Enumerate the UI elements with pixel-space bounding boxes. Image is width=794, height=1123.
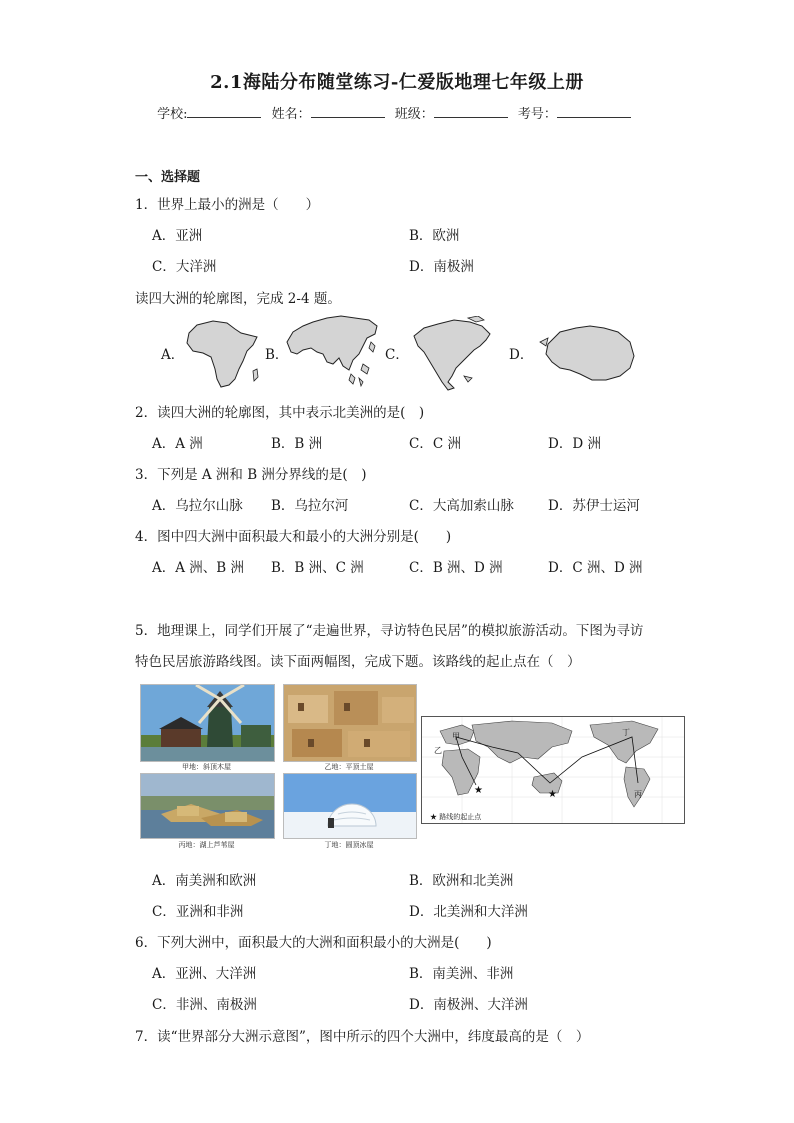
question-3-stem: 3．下列是 A 洲和 B 洲分界线的是( ) (135, 467, 367, 483)
question-6-stem: 6．下列大洲中，面积最大的大洲和面积最小的大洲是( ) (135, 935, 492, 951)
q2-option-c[interactable]: C．C 洲 (409, 436, 461, 452)
photo-flat-roof-houses (283, 684, 417, 762)
photo-reed-house (140, 773, 275, 839)
shape-label-d: D． (509, 347, 534, 363)
q1-option-d[interactable]: D．南极洲 (409, 259, 474, 275)
exam-number-blank[interactable] (557, 105, 631, 118)
question-7-stem: 7．读“世界部分大洲示意图”，图中所示的四个大洲中，纬度最高的是（ ） (135, 1029, 590, 1045)
question-1-stem: 1．世界上最小的洲是（ ） (135, 197, 320, 213)
map-label-yi: 乙 (434, 746, 442, 755)
map-label-ding: 丁 (622, 728, 630, 737)
q3-option-b[interactable]: B．乌拉尔河 (271, 498, 349, 514)
photo-windmill-house (140, 684, 275, 762)
caption-ding: 丁地：圆顶冰屋 (324, 841, 374, 849)
q1-option-c[interactable]: C．大洋洲 (152, 259, 217, 275)
q1-option-b[interactable]: B．欧洲 (409, 228, 460, 244)
q6-option-a[interactable]: A．亚洲、大洋洲 (152, 966, 257, 982)
svg-text:★: ★ (474, 785, 483, 796)
caption-bing: 丙地：湖上芦苇屋 (178, 841, 235, 849)
q3-option-a[interactable]: A．乌拉尔山脉 (152, 498, 243, 514)
shape-label-b: B． (265, 347, 289, 363)
question-4-stem: 4．图中四大洲中面积最大和最小的大洲分别是( ) (135, 529, 452, 545)
q4-option-a[interactable]: A．A 洲、B 洲 (152, 560, 245, 576)
world-route-map (421, 716, 685, 824)
q3-option-c[interactable]: C．大高加索山脉 (409, 498, 514, 514)
class-blank[interactable] (434, 105, 508, 118)
q5-option-a[interactable]: A．南美洲和欧洲 (152, 873, 257, 889)
name-label: 姓名： (271, 107, 311, 122)
intro-questions-2-4: 读四大洲的轮廓图，完成 2-4 题。 (135, 291, 341, 307)
q2-option-d[interactable]: D．D 洲 (548, 436, 601, 452)
school-blank[interactable] (187, 105, 261, 118)
caption-jia: 甲地：斜顶木屋 (182, 763, 231, 771)
q3-option-d[interactable]: D．苏伊士运河 (548, 498, 640, 514)
q1-option-a[interactable]: A．亚洲 (152, 228, 203, 244)
eurasia-outline-image (283, 312, 381, 390)
caption-yi: 乙地：平顶土屋 (324, 763, 374, 771)
q5-option-c[interactable]: C．亚洲和非洲 (152, 904, 244, 920)
q4-option-c[interactable]: C．B 洲、D 洲 (409, 560, 503, 576)
map-legend: ★ 路线的起止点 (430, 813, 482, 821)
photo-igloo (283, 773, 417, 839)
q4-option-d[interactable]: D．C 洲、D 洲 (548, 560, 643, 576)
question-2-stem: 2．读四大洲的轮廓图，其中表示北美洲的是( ) (135, 405, 425, 421)
north-america-outline-image (408, 316, 498, 392)
svg-text:★: ★ (548, 789, 557, 800)
shape-label-c: C． (385, 347, 409, 363)
q4-option-b[interactable]: B．B 洲、C 洲 (271, 560, 364, 576)
q5-option-b[interactable]: B．欧洲和北美洲 (409, 873, 514, 889)
q6-option-d[interactable]: D．南极洲、大洋洲 (409, 997, 528, 1013)
name-blank[interactable] (311, 105, 385, 118)
map-label-jia: 甲 (452, 732, 460, 741)
map-label-bing: 丙 (634, 790, 642, 799)
q6-option-c[interactable]: C．非洲、南极洲 (152, 997, 257, 1013)
question-5-stem-line2: 特色民居旅游路线图。读下面两幅图，完成下题。该路线的起止点在（ ） (135, 654, 581, 670)
shape-label-a: A． (161, 347, 185, 363)
page-title: 2.1海陆分布随堂练习-仁爱版地理七年级上册 (210, 72, 584, 93)
q6-option-b[interactable]: B．南美洲、非洲 (409, 966, 514, 982)
q2-option-a[interactable]: A．A 洲 (152, 436, 203, 452)
school-label: 学校: (157, 107, 188, 122)
exam-number-label: 考号： (517, 107, 557, 122)
section-title: 一、选择题 (135, 170, 201, 185)
student-info-line (0, 103, 794, 122)
africa-outline-image (183, 317, 263, 389)
q2-option-b[interactable]: B．B 洲 (271, 436, 323, 452)
question-5-stem-line1: 5．地理课上，同学们开展了“走遍世界，寻访特色民居”的模拟旅游活动。下图为寻访 (135, 623, 644, 639)
antarctica-outline-image (538, 322, 638, 384)
q5-option-d[interactable]: D．北美洲和大洋洲 (409, 904, 528, 920)
class-label: 班级： (394, 107, 434, 122)
